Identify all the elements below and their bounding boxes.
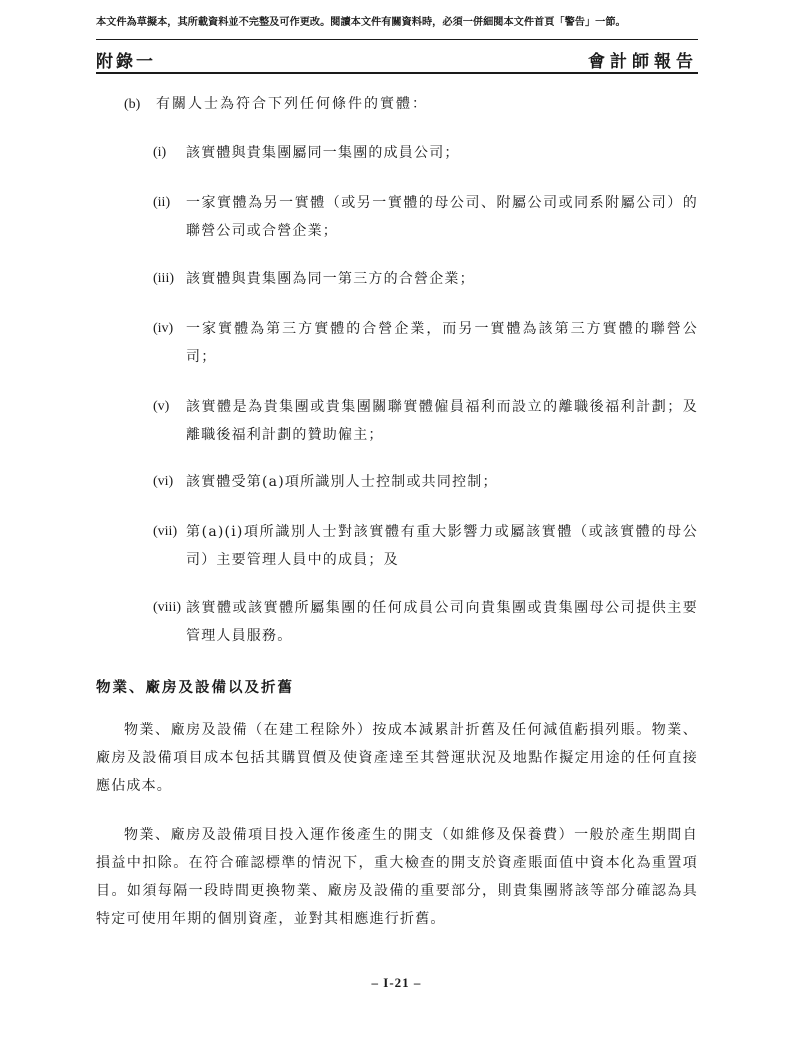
sub-item-marker: (vi) [153, 474, 174, 489]
sub-item-iii [153, 265, 698, 293]
sub-item-iv [153, 315, 698, 371]
sub-item-text: 第(a)(i)項所識別人士對該實體有重大影響力或屬該實體（或該實體的母公司）主要管理人員中的成員；及 [186, 524, 698, 568]
sub-item-vii [153, 518, 698, 574]
list-item-text: 有關人士為符合下列任何條件的實體： [156, 96, 428, 112]
paragraph: 物業、廠房及設備項目投入運作後產生的開支（如維修及保養費）一般於產生期間自損益中扣除。在符合確認標準的情況下，重大檢查的開支於資產賬面值中資本化為重置項目。如須每隔一段時間更換物業、廠房及設備的重要部分，則貴集團將該等部分確認為具特定可使用年期的個別資產，並對其相應進行折舊。 [96, 827, 698, 927]
sub-item-text: 該實體與貴集團為同一第三方的合營企業； [186, 271, 475, 287]
page-number: – I-21 – [371, 975, 422, 990]
report-title: 會計師報告 [588, 52, 698, 72]
sub-item-marker: (iii) [153, 271, 174, 286]
draft-disclaimer: 本文件為草擬本，其所載資料並不完整及可作更改。閱讀本文件有關資料時，必須一併細閱本文件首頁「警告」一節。 [96, 16, 626, 28]
sub-item-marker: (ii) [153, 195, 171, 210]
sub-item-marker: (i) [153, 145, 167, 160]
sub-item-text: 該實體或該實體所屬集團的任何成員公司向貴集團或貴集團母公司提供主要管理人員服務。 [186, 600, 698, 644]
sub-item-v [153, 393, 698, 449]
paragraph: 物業、廠房及設備（在建工程除外）按成本減累計折舊及任何減值虧損列賬。物業、廠房及設備項目成本包括其購買價及使資產達至其營運狀況及地點作擬定用途的任何直接應佔成本。 [96, 722, 698, 794]
sub-item-text: 該實體是為貴集團或貴集團關聯實體僱員福利而設立的離職後福利計劃；及離職後福利計劃的贊助僱主； [186, 399, 698, 443]
section-heading: 物業、廠房及設備以及折舊 [96, 679, 294, 696]
sub-item-text: 一家實體為另一實體（或另一實體的母公司、附屬公司或同系附屬公司）的聯營公司或合營企業； [186, 195, 698, 239]
sub-item-text: 該實體受第(a)項所識別人士控制或共同控制； [186, 474, 498, 490]
sub-item-ii [153, 189, 698, 245]
sub-item-marker: (viii) [153, 600, 181, 615]
header-rule-top [96, 39, 698, 40]
sub-item-text: 該實體與貴集團屬同一集團的成員公司； [186, 145, 460, 161]
sub-item-i [153, 139, 698, 167]
list-marker: (b) [124, 97, 141, 112]
sub-item-marker: (v) [153, 399, 170, 414]
header-rule-bottom [96, 72, 698, 74]
sub-item-vi [153, 468, 698, 496]
sub-item-viii [153, 594, 698, 650]
sub-item-marker: (vii) [153, 524, 178, 539]
sub-item-text: 一家實體為第三方實體的合營企業，而另一實體為該第三方實體的聯營公司； [186, 321, 698, 365]
appendix-label: 附錄一 [96, 52, 156, 72]
sub-item-marker: (iv) [153, 321, 174, 336]
list-item-b [124, 93, 428, 113]
